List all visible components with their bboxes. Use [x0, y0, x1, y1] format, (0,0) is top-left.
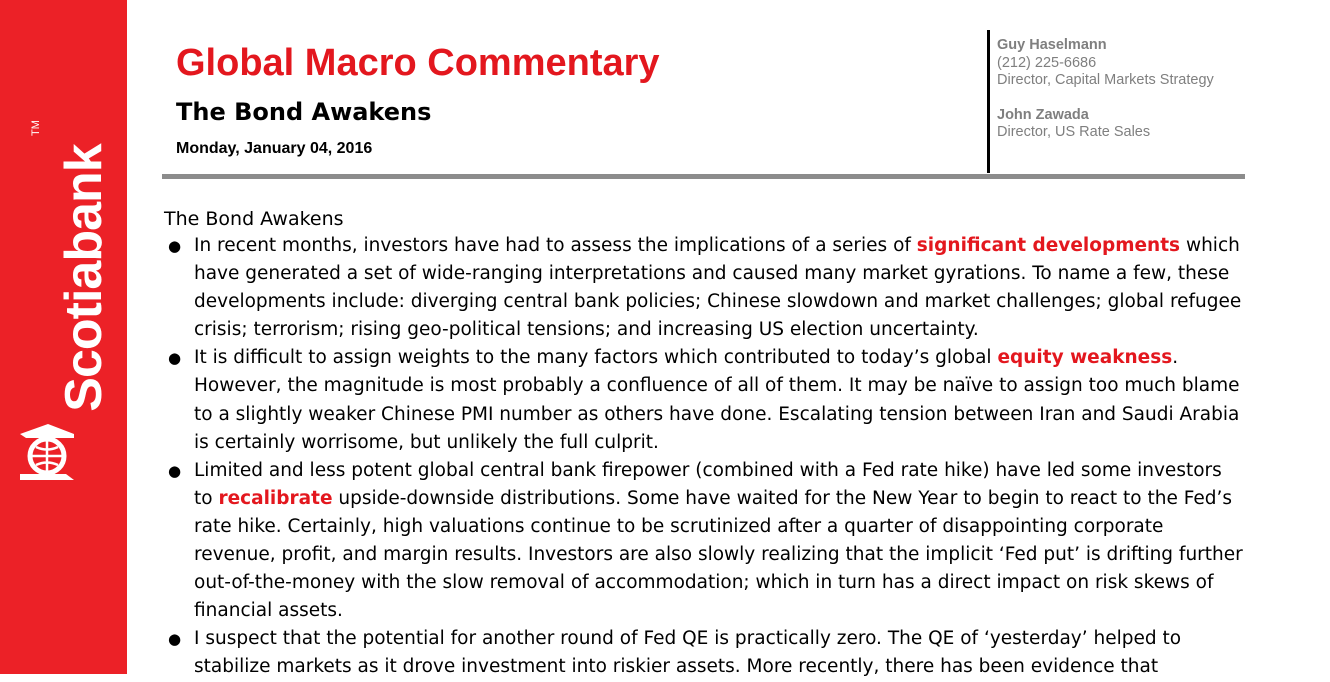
highlight-phrase: equity weakness [997, 347, 1173, 369]
report-title: Global Macro Commentary [176, 42, 660, 84]
report-subtitle: The Bond Awakens [176, 98, 432, 126]
trademark-mark: TM [30, 120, 42, 136]
header-rule [162, 174, 1245, 179]
report-date: Monday, January 04, 2016 [176, 140, 373, 157]
bullet-icon: ● [168, 461, 182, 480]
list-item: ● In recent months, investors have had to assess the implications of a series of significant developments which have generated a set of wide-ranging interpretations and caused many market gyrations. To name a few, these developments include: diverging central bank policies; Chinese slowdown and market challenges; global refugee crisis; terrorism; rising geo-political tensions; and increasing US election uncertainty. [164, 232, 1244, 344]
header-divider [987, 30, 990, 173]
contact-name: Guy Haselmann [997, 37, 1107, 53]
contact-phone: (212) 225-6686 [997, 54, 1097, 71]
brand-sidebar [0, 0, 127, 674]
highlight-phrase: significant developments [916, 235, 1181, 256]
brand-wordmark: Scotiabank [55, 144, 113, 412]
bullet-icon: ● [168, 349, 182, 368]
contacts-block [997, 37, 1214, 142]
article-body [164, 206, 1244, 682]
contact-role: Director, US Rate Sales [997, 124, 1151, 140]
bullet-icon: ● [168, 237, 182, 255]
section-heading: The Bond Awakens [164, 208, 344, 230]
contact-role: Director, Capital Markets Strategy [997, 72, 1214, 88]
list-item: ● It is difficult to assign weights to the many factors which contributed to today’s global equity weakness. However, the magnitude is most probably a confluence of all of them. It may be naïve to assign too much blame to a slightly weaker Chinese PMI number as others have done. Escalating tension between Iran and Saudi Arabia is certainly worrisome, but unlikely the full culprit. [164, 344, 1244, 456]
scotiabank-logo-icon [14, 420, 80, 486]
bullet-list [164, 232, 1244, 682]
bullet-icon: ● [168, 630, 182, 649]
highlight-phrase: recalibrate [218, 487, 333, 509]
list-item: ● Limited and less potent global central bank firepower (combined with a Fed rate hike) have led some investors to recalibrate upside-downside distributions. Some have waited for the New Year to begin to react to the Fed’s rate hike. Certainly, high valuations continue to be scrutinized after a quarter of disappointing corporate revenue, profit, and margin results. Investors are also slowly realizing that the implicit ‘Fed put’ is drifting further out-of-the-money with the slow removal of accommodation; which in turn has a direct impact on risk skews of financial assets. [164, 457, 1244, 626]
list-item: ● I suspect that the potential for another round of Fed QE is practically zero. The QE of ‘yesterday’ helped to stabilize markets as it drove investment into riskier assets. More recently, there has been evidence that [164, 625, 1244, 681]
contact-name: John Zawada [997, 106, 1089, 123]
